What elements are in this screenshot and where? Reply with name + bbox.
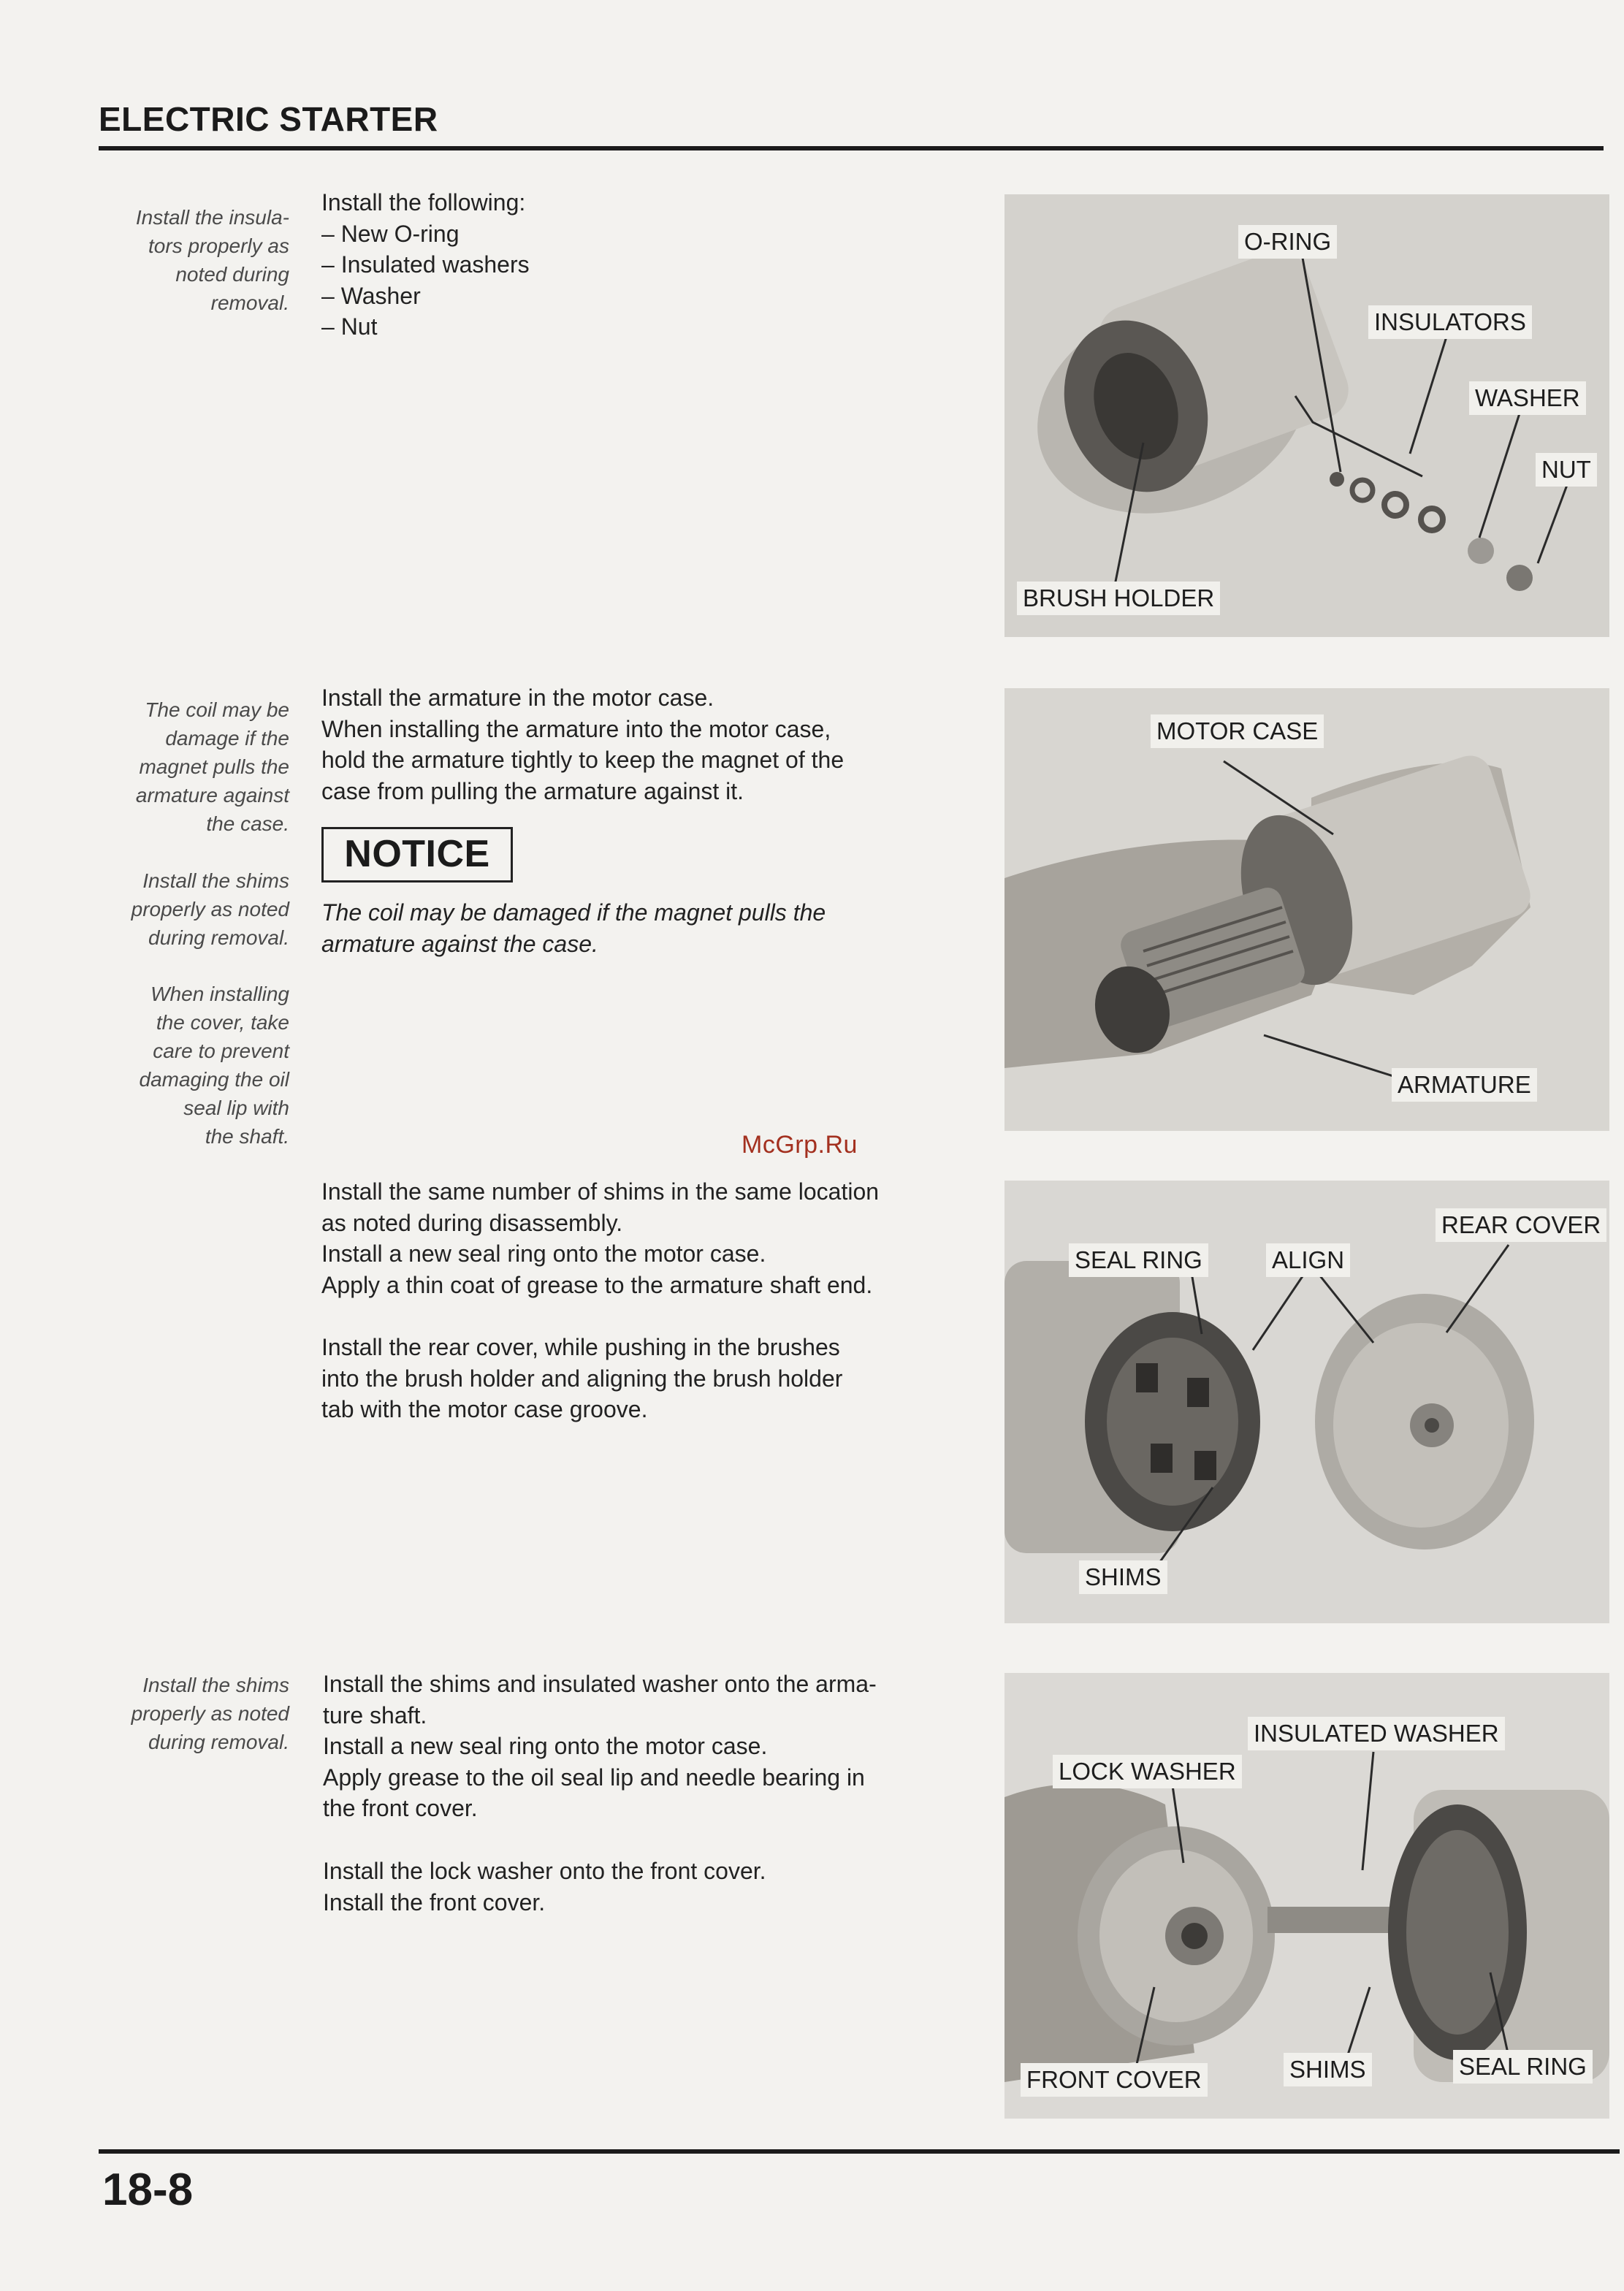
note-line: magnet pulls the [139, 755, 289, 778]
callout-seal-ring: SEAL RING [1453, 2050, 1593, 2084]
callout-o-ring: O-RING [1238, 225, 1337, 259]
callout-motor-case: MOTOR CASE [1151, 714, 1324, 748]
callout-align: ALIGN [1266, 1243, 1350, 1277]
text-line: The coil may be damaged if the magnet pulls the [321, 899, 826, 926]
note-line: properly as noted [131, 1702, 289, 1725]
text-line: Apply grease to the oil seal lip and needle bearing in [323, 1764, 865, 1791]
note-line: the shaft. [205, 1125, 289, 1148]
text-line: Install the lock washer onto the front cover. [323, 1858, 766, 1884]
text-line: tab with the motor case groove. [321, 1396, 648, 1422]
install-item: – Nut [321, 313, 378, 340]
callout-rear-cover: REAR COVER [1436, 1208, 1606, 1242]
text-line: the front cover. [323, 1795, 478, 1821]
text-line: Install a new seal ring onto the motor case. [323, 1733, 768, 1759]
install-item: – Insulated washers [321, 251, 530, 278]
notice-label: NOTICE [321, 827, 513, 883]
rear-cover-instructions [321, 1332, 970, 1425]
margin-note-insulators [102, 203, 289, 317]
text-line: Install the armature in the motor case. [321, 685, 714, 711]
note-line: care to prevent [153, 1040, 289, 1062]
text-line: as noted during disassembly. [321, 1209, 623, 1236]
note-line: damage if the [165, 727, 289, 750]
armature-instructions [321, 682, 970, 807]
callout-nut: NUT [1536, 453, 1597, 487]
header-rule [99, 146, 1604, 150]
note-line: armature against [135, 784, 289, 807]
photo-armature-motor-case [1004, 688, 1609, 1131]
note-line: properly as noted [131, 898, 289, 920]
callout-insulated-washer: INSULATED WASHER [1248, 1717, 1505, 1750]
margin-note-coil [102, 695, 289, 838]
callout-brush-holder: BRUSH HOLDER [1017, 582, 1220, 615]
install-intro: Install the following: [321, 189, 526, 216]
text-line: Install the shims and insulated washer onto the arma- [323, 1671, 877, 1697]
note-line: Install the insula- [135, 206, 289, 229]
photo-front-cover-install [1004, 1673, 1609, 2119]
shims-seal-instructions [321, 1176, 970, 1300]
lock-washer-instructions [323, 1856, 972, 1918]
text-line: armature against the case. [321, 930, 598, 957]
note-line: seal lip with [183, 1097, 289, 1119]
text-line: Install the rear cover, while pushing in the brushes [321, 1334, 840, 1360]
callout-shims: SHIMS [1284, 2053, 1372, 2086]
text-line: Install the front cover. [323, 1888, 546, 1915]
note-line: removal. [210, 291, 289, 314]
note-line: during removal. [148, 1731, 289, 1753]
note-line: noted during [175, 263, 289, 286]
text-line: hold the armature tightly to keep the magnet of the [321, 747, 845, 773]
text-line: Install a new seal ring onto the motor case. [321, 1240, 766, 1267]
note-line: damaging the oil [139, 1068, 289, 1091]
install-item: – New O-ring [321, 220, 460, 247]
note-line: the case. [206, 812, 289, 835]
margin-note-cover [102, 980, 289, 1151]
text-line: case from pulling the armature against it. [321, 777, 744, 804]
page-title: ELECTRIC STARTER [99, 100, 438, 138]
note-line: The coil may be [145, 698, 289, 721]
install-item: – Washer [321, 282, 421, 309]
notice-text [321, 897, 970, 959]
photo-rear-cover-alignment [1004, 1181, 1609, 1623]
footer-rule [99, 2149, 1620, 2154]
note-line: When installing [150, 983, 289, 1005]
callout-seal-ring: SEAL RING [1069, 1243, 1208, 1277]
callout-front-cover: FRONT COVER [1021, 2063, 1208, 2097]
install-list-block [321, 187, 530, 343]
note-line: Install the shims [142, 869, 289, 892]
note-line: the cover, take [156, 1011, 289, 1034]
callout-shims: SHIMS [1079, 1560, 1167, 1594]
photo-brush-holder-assembly [1004, 194, 1609, 637]
note-line: during removal. [148, 926, 289, 949]
note-line: Install the shims [142, 1674, 289, 1696]
text-line: Install the same number of shims in the same location [321, 1178, 880, 1205]
callout-lock-washer: LOCK WASHER [1053, 1755, 1242, 1788]
note-line: tors properly as [148, 235, 289, 257]
text-line: Apply a thin coat of grease to the armature shaft end. [321, 1271, 873, 1298]
page-number: 18-8 [102, 2165, 194, 2215]
callout-armature: ARMATURE [1392, 1068, 1537, 1102]
text-line: into the brush holder and aligning the brush holder [321, 1365, 843, 1392]
front-cover-instructions [323, 1669, 972, 1824]
callout-insulators: INSULATORS [1368, 305, 1532, 339]
callout-washer: WASHER [1469, 381, 1586, 415]
text-line: When installing the armature into the motor case, [321, 715, 831, 742]
margin-note-shims [102, 866, 289, 952]
watermark: McGrp.Ru [742, 1131, 858, 1159]
text-line: ture shaft. [323, 1701, 427, 1728]
margin-note-shims-front [102, 1671, 289, 1756]
